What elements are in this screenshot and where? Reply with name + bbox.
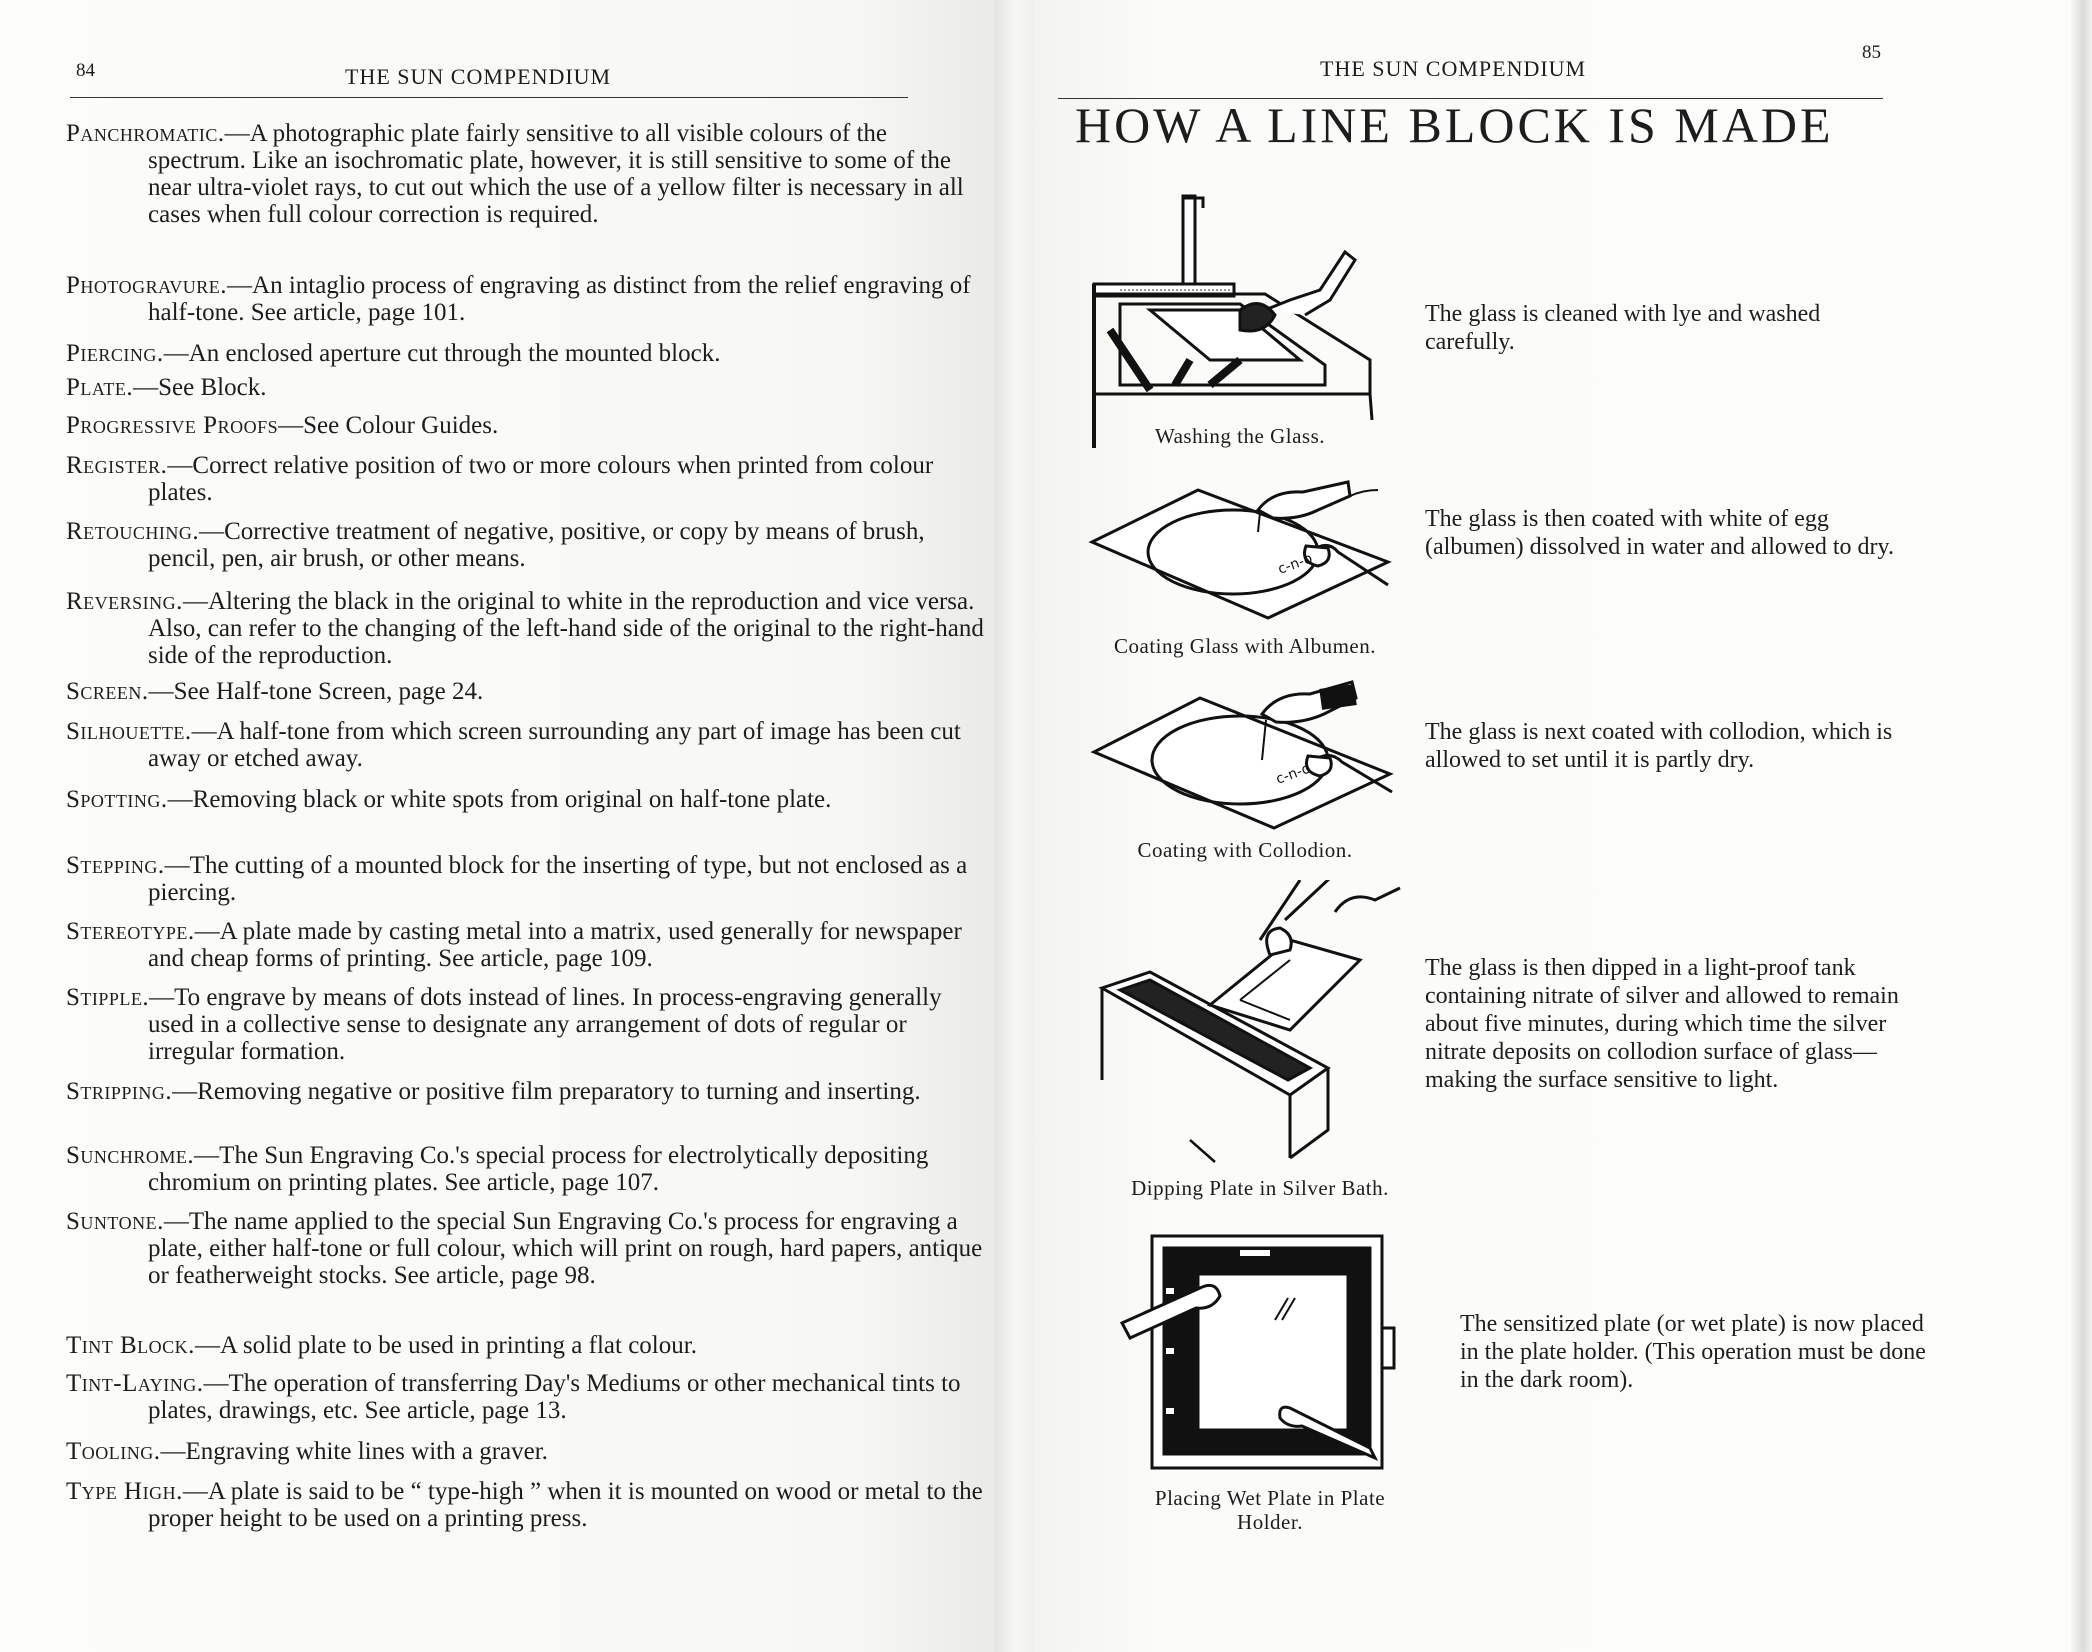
figure-caption: Placing Wet Plate in Plate Holder. — [1154, 1486, 1386, 1534]
entry-text: —See Half-tone Screen, page 24. — [148, 678, 484, 705]
glossary-entry — [66, 918, 988, 972]
step-description: The glass is then coated with white of egg (albumen) dissolved in water and allowed to dry. — [1425, 506, 1894, 560]
entry-text: —The cutting of a mounted block for the inserting of type, but not enclosed as a piercing. — [148, 852, 968, 906]
entry-term: Tooling. — [66, 1438, 161, 1465]
entry-term: Retouching. — [66, 518, 200, 545]
entry-term: Screen. — [66, 678, 149, 705]
entry-term: Tint Block. — [66, 1332, 195, 1359]
glossary-entry — [66, 120, 988, 228]
glossary-entry — [66, 852, 988, 906]
glossary-entry — [66, 272, 988, 326]
entry-text: —Engraving white lines with a graver. — [160, 1438, 548, 1465]
glossary-entry — [66, 1478, 988, 1532]
glossary-entry — [66, 1332, 988, 1359]
entry-term: Stipple. — [66, 984, 150, 1011]
entry-term: Tint-Laying. — [66, 1370, 204, 1397]
entry-term: Type High. — [66, 1478, 183, 1505]
svg-text:c-n-o: c-n-o — [1273, 760, 1313, 788]
plate-holder-illustration — [1120, 1228, 1400, 1478]
glossary-entry — [66, 718, 988, 772]
page-number: 84 — [76, 60, 95, 81]
glossary-entry — [66, 1208, 988, 1289]
entry-term: Stripping. — [66, 1078, 173, 1105]
entry-text: —A half-tone from which screen surrounding any part of image has been cut away or etched away. — [148, 718, 961, 772]
entry-term: Stepping. — [66, 852, 165, 879]
glossary-entry — [66, 518, 988, 572]
collodion-coating-illustration — [1090, 672, 1400, 832]
entry-text: —The operation of transferring Day's Mediums or other mechanical tints to plates, drawings, etc. See article, page 13. — [148, 1370, 961, 1424]
figure-caption: Dipping Plate in Silver Bath. — [1131, 1176, 1389, 1200]
silver-bath-illustration — [1090, 880, 1420, 1170]
figure-caption: Coating with Collodion. — [1137, 838, 1353, 862]
entry-term: Stereotype. — [66, 918, 195, 945]
entry-term: Register. — [66, 452, 168, 479]
entry-term: Spotting. — [66, 786, 168, 813]
page-edge — [2070, 0, 2092, 1652]
entry-text: —Removing negative or positive film preparatory to turning and inserting. — [172, 1078, 921, 1105]
glossary-entry — [66, 678, 988, 705]
entry-term: Silhouette. — [66, 718, 192, 745]
glossary-entry — [66, 1078, 988, 1105]
entry-term: Plate. — [66, 374, 134, 401]
glossary-entry — [66, 984, 988, 1065]
entry-term: Suntone. — [66, 1208, 164, 1235]
entry-text: —A photographic plate fairly sensitive to all visible colours of the spectrum. Like an isochromatic plate, however, it is still sensitive to some of the near ultra-violet rays, to cut out which the use of a yellow filter is necessary in all cases when full colour correction is required. — [148, 120, 964, 228]
entry-term: Progressive Proofs — [66, 412, 279, 439]
step-description: The glass is cleaned with lye and washed carefully. — [1425, 301, 1821, 355]
running-head: THE SUN COMPENDIUM — [345, 64, 612, 89]
entry-text: —Correct relative position of two or more colours when printed from colour plates. — [148, 452, 934, 506]
running-head: THE SUN COMPENDIUM — [1320, 56, 1587, 81]
glossary-entry — [66, 340, 988, 367]
glossary-entry — [66, 588, 988, 669]
entry-term: Photogravure. — [66, 272, 228, 299]
entry-text: —An intaglio process of engraving as distinct from the relief engraving of half-tone. See article, page 101. — [148, 272, 971, 326]
figure-caption: Washing the Glass. — [1154, 424, 1326, 448]
glossary-entry — [66, 374, 988, 401]
glossary-entry — [66, 1438, 988, 1465]
entry-text: —A solid plate to be used in printing a flat colour. — [194, 1332, 697, 1359]
entry-text: —The name applied to the special Sun Engraving Co.'s process for engraving a plate, either half-tone or full colour, which will print on rough, hard papers, antique or featherweight stocks. See article, page 98. — [148, 1208, 983, 1289]
entry-text: —An enclosed aperture cut through the mounted block. — [163, 340, 721, 367]
step-description: The glass is then dipped in a light-proof tank containing nitrate of silver and allowed to remain about five minutes, during which time the silver nitrate deposits on collodion surface of glass—making the surface sensitive to light. — [1425, 955, 1899, 1093]
entry-text: —Corrective treatment of negative, positive, or copy by means of brush, pencil, pen, air brush, or other means. — [148, 518, 925, 572]
entry-term: Piercing. — [66, 340, 164, 367]
sink-washing-illustration — [1090, 190, 1380, 450]
book-gutter — [995, 0, 1040, 1652]
step-description: The glass is next coated with collodion, which is allowed to set until it is partly dry. — [1425, 719, 1893, 773]
entry-text: —See Colour Guides. — [278, 412, 499, 439]
entry-term: Reversing. — [66, 588, 183, 615]
entry-text: —A plate is said to be “ type-high ” when it is mounted on wood or metal to the proper height to be used on a printing press. — [148, 1478, 983, 1532]
page-number: 85 — [1862, 42, 1881, 63]
entry-text: —To engrave by means of dots instead of lines. In process-engraving generally used in a collective sense to designate any arrangement of dots of regular or irregular formation. — [148, 984, 942, 1065]
header-rule — [70, 97, 908, 98]
entry-text: —Removing black or white spots from original on half-tone plate. — [167, 786, 832, 813]
entry-text: —See Block. — [133, 374, 267, 401]
page-title: HOW A LINE BLOCK IS MADE — [1075, 97, 1834, 153]
entry-text: —Altering the black in the original to white in the reproduction and vice versa. Also, can refer to the changing of the left-hand side of the original to the right-hand side of the reproduction. — [148, 588, 984, 669]
glossary-entry — [66, 786, 988, 813]
entry-text: —A plate made by casting metal into a matrix, used generally for newspaper and cheap forms of printing. See article, page 109. — [148, 918, 962, 972]
step-description: The sensitized plate (or wet plate) is now placed in the plate holder. (This operation must be done in the dark room). — [1460, 1311, 1926, 1393]
left-page — [0, 0, 1000, 1652]
entry-text: —The Sun Engraving Co.'s special process for electrolytically depositing chromium on printing plates. See article, page 107. — [148, 1142, 929, 1196]
glossary-entry — [66, 412, 988, 439]
figure-caption: Coating Glass with Albumen. — [1114, 634, 1376, 658]
albumen-coating-illustration — [1088, 470, 1398, 620]
entry-term: Sunchrome. — [66, 1142, 195, 1169]
svg-text:c-n-o: c-n-o — [1275, 550, 1315, 578]
glossary-entry — [66, 1370, 988, 1424]
entry-term: Panchromatic. — [66, 120, 225, 147]
glossary-entry — [66, 1142, 988, 1196]
glossary-entry — [66, 452, 988, 506]
